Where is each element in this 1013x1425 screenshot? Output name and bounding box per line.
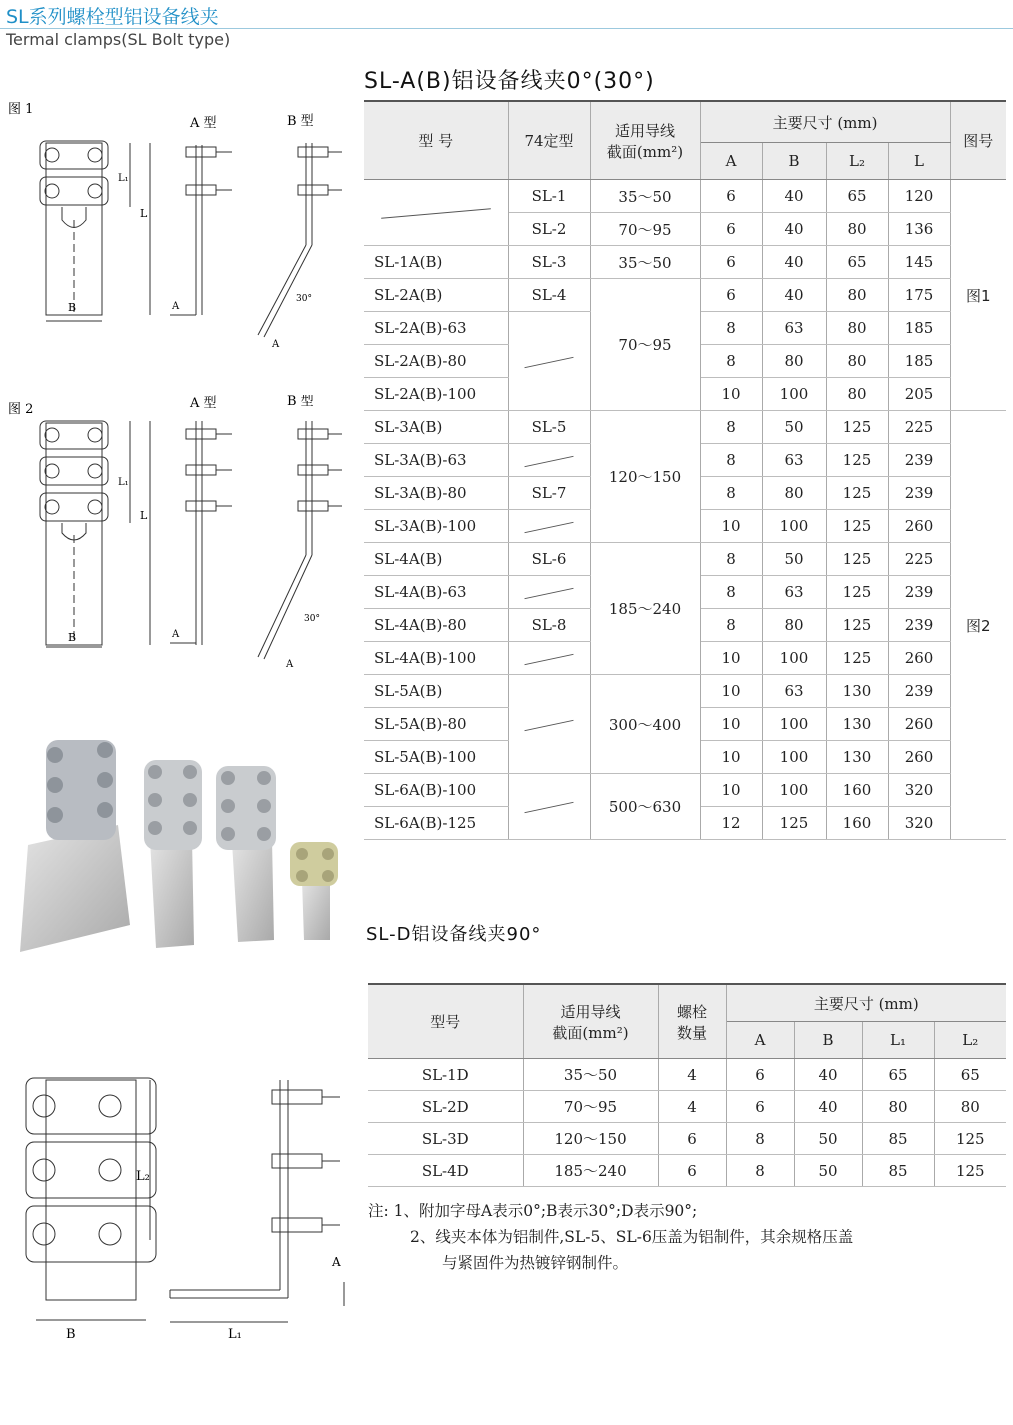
cell-l1: 80 <box>862 1091 934 1123</box>
th-section-line1: 适用导线 <box>560 1002 621 1021</box>
cell-b: 40 <box>794 1059 862 1091</box>
fig2-type-b-label: B 型 <box>287 395 314 409</box>
cell-l2: 130 <box>826 708 888 741</box>
clamp-medium-1 <box>144 760 202 948</box>
cell-model: SL-5A(B)-80 <box>364 708 508 741</box>
cell-l: 260 <box>888 708 950 741</box>
th-a: A <box>700 143 762 180</box>
cell-b: 125 <box>762 807 826 840</box>
cell-a: 8 <box>726 1155 794 1187</box>
cell-l: 225 <box>888 411 950 444</box>
d-dim-l2: L₂ <box>136 1169 150 1184</box>
fig1-type-a-label: A 型 <box>190 116 217 131</box>
page-subtitle: Termal clamps(SL Bolt type) <box>6 30 231 49</box>
cell-l2: 80 <box>934 1091 1006 1123</box>
cell-section: 185～240 <box>590 543 700 675</box>
th-b: B <box>762 143 826 180</box>
fig2-dim-a-b: A <box>286 659 294 670</box>
cell-a: 8 <box>700 312 762 345</box>
cell-l: 260 <box>888 741 950 774</box>
fig2-label: 图 2 <box>8 402 34 417</box>
notes-block <box>368 1198 853 1276</box>
cell-b: 40 <box>762 279 826 312</box>
d-dim-b: B <box>66 1327 76 1342</box>
cell-section: 35～50 <box>590 180 700 213</box>
no-value-slash <box>524 587 573 598</box>
cell-l: 260 <box>888 510 950 543</box>
th-fig: 图号 <box>950 101 1006 180</box>
cell-std: SL-8 <box>508 609 590 642</box>
std-empty-cell <box>508 675 590 774</box>
cell-l: 239 <box>888 675 950 708</box>
cell-l1: 85 <box>862 1155 934 1187</box>
table-row <box>364 774 1006 807</box>
cell-l2: 80 <box>826 213 888 246</box>
fig1-label: 图 1 <box>8 102 34 117</box>
cell-section: 120～150 <box>590 411 700 543</box>
fig2-dim-a: A <box>172 629 180 640</box>
fig2-front-view <box>40 421 150 647</box>
cell-l2: 125 <box>826 609 888 642</box>
cell-model: SL-4A(B)-80 <box>364 609 508 642</box>
th-dims: 主要尺寸 (mm) <box>700 101 950 143</box>
cell-b: 100 <box>762 708 826 741</box>
cell-section: 500～630 <box>590 774 700 840</box>
no-value-slash <box>524 521 573 532</box>
cell-std: SL-7 <box>508 477 590 510</box>
cell-l2: 125 <box>826 510 888 543</box>
note-2a: 2、线夹本体为铝制件,SL-5、SL-6压盖为铝制件，其余规格压盖 <box>410 1228 854 1246</box>
fig1-front-view <box>40 141 150 321</box>
th-section-line1: 适用导线 <box>614 121 675 140</box>
cell-a: 6 <box>726 1091 794 1123</box>
model-empty-cell <box>364 180 508 246</box>
fig1-type-b-label: B 型 <box>287 114 314 129</box>
cell-l: 136 <box>888 213 950 246</box>
cell-bolts: 6 <box>658 1155 726 1187</box>
cell-section: 185～240 <box>523 1155 658 1187</box>
cell-l2: 80 <box>826 345 888 378</box>
table-sl-ab <box>364 100 1006 840</box>
cell-a: 8 <box>726 1123 794 1155</box>
cell-b: 40 <box>762 180 826 213</box>
table-row <box>368 1091 1006 1123</box>
figure-d-drawing <box>10 1060 360 1360</box>
std-empty-cell <box>508 642 590 675</box>
cell-l: 260 <box>888 642 950 675</box>
no-value-slash <box>524 356 573 367</box>
cell-b: 100 <box>762 510 826 543</box>
cell-std: SL-3 <box>508 246 590 279</box>
cell-l: 145 <box>888 246 950 279</box>
cell-l2: 65 <box>934 1059 1006 1091</box>
fig2-type-a-label: A 型 <box>190 396 217 411</box>
th-a: A <box>726 1022 794 1059</box>
table-sl-d <box>368 983 1006 1187</box>
d-front-view <box>26 1078 156 1320</box>
fig1-dim-a: A <box>172 301 180 312</box>
cell-section: 35～50 <box>590 246 700 279</box>
cell-l2: 80 <box>826 279 888 312</box>
cell-model: SL-5A(B)-100 <box>364 741 508 774</box>
fig2-angle: 30° <box>304 614 320 624</box>
page-title: SL系列螺栓型铝设备线夹 <box>6 6 219 28</box>
cell-model: SL-3A(B) <box>364 411 508 444</box>
cell-b: 63 <box>762 675 826 708</box>
cell-a: 6 <box>726 1059 794 1091</box>
d-dim-a: A <box>332 1255 341 1269</box>
cell-b: 80 <box>762 345 826 378</box>
cell-l1: 65 <box>862 1059 934 1091</box>
fig1-angle: 30° <box>296 294 312 304</box>
table-row <box>364 675 1006 708</box>
cell-l2: 160 <box>826 774 888 807</box>
cell-l2: 125 <box>826 411 888 444</box>
th-74std: 74定型 <box>508 101 590 180</box>
cell-l: 185 <box>888 312 950 345</box>
no-value-slash <box>524 719 573 730</box>
cell-l2: 65 <box>826 180 888 213</box>
d-dim-l1: L₁ <box>228 1327 242 1342</box>
fig2-dim-l1: L₁ <box>118 477 129 488</box>
cell-b: 50 <box>794 1155 862 1187</box>
cell-section: 70～95 <box>523 1091 658 1123</box>
cell-a: 6 <box>700 246 762 279</box>
cell-l2: 130 <box>826 675 888 708</box>
cell-model: SL-4D <box>368 1155 523 1187</box>
th-model: 型 号 <box>364 101 508 180</box>
fig1-dim-a-b: A <box>272 339 280 350</box>
cell-model: SL-6A(B)-125 <box>364 807 508 840</box>
cell-a: 10 <box>700 510 762 543</box>
fig1-type-b-view <box>258 143 342 337</box>
fig1-type-a-view <box>170 145 232 315</box>
std-empty-cell <box>508 576 590 609</box>
cell-b: 50 <box>794 1123 862 1155</box>
std-empty-cell <box>508 510 590 543</box>
clamp-medium-2 <box>216 766 276 942</box>
table-row <box>364 279 1006 312</box>
cell-b: 80 <box>762 609 826 642</box>
cell-a: 8 <box>700 543 762 576</box>
cell-l2: 125 <box>826 576 888 609</box>
table-row <box>364 543 1006 576</box>
section1-title: SL-A(B)铝设备线夹0°(30°) <box>364 69 655 94</box>
cell-l2: 125 <box>826 444 888 477</box>
cell-l: 239 <box>888 444 950 477</box>
cell-a: 12 <box>700 807 762 840</box>
cell-l: 175 <box>888 279 950 312</box>
std-empty-cell <box>508 312 590 411</box>
th-bolts <box>658 984 726 1059</box>
th-b: B <box>794 1022 862 1059</box>
cell-a: 6 <box>700 213 762 246</box>
cell-b: 40 <box>762 213 826 246</box>
cell-l: 239 <box>888 609 950 642</box>
cell-model: SL-4A(B)-63 <box>364 576 508 609</box>
d-side-view <box>170 1080 344 1322</box>
section2-title: SL-D铝设备线夹90° <box>366 924 542 945</box>
th-bolts-line2: 数量 <box>676 1023 707 1042</box>
no-value-slash <box>381 208 491 219</box>
cell-std: SL-6 <box>508 543 590 576</box>
fig1-dim-l1: L₁ <box>118 173 129 184</box>
cell-a: 10 <box>700 378 762 411</box>
cell-a: 10 <box>700 741 762 774</box>
note-line-1 <box>368 1198 853 1224</box>
th-l1: L₁ <box>862 1022 934 1059</box>
no-value-slash <box>524 455 573 466</box>
th-dims: 主要尺寸 (mm) <box>726 984 1006 1022</box>
fig2-type-a-view <box>170 421 232 645</box>
cell-l1: 85 <box>862 1123 934 1155</box>
cell-l2: 80 <box>826 378 888 411</box>
th-l: L <box>888 143 950 180</box>
th-section-line2: 截面(mm²) <box>552 1023 629 1042</box>
table-row <box>368 1059 1006 1091</box>
th-section <box>590 101 700 180</box>
cell-a: 8 <box>700 477 762 510</box>
clamp-small <box>290 842 338 940</box>
cell-model: SL-3A(B)-100 <box>364 510 508 543</box>
cell-b: 100 <box>762 774 826 807</box>
product-photo <box>10 730 360 960</box>
cell-b: 100 <box>762 642 826 675</box>
cell-model: SL-1D <box>368 1059 523 1091</box>
table-row <box>368 1155 1006 1187</box>
cell-l2: 125 <box>826 543 888 576</box>
fig2-type-b-view <box>258 421 342 659</box>
cell-model: SL-3A(B)-80 <box>364 477 508 510</box>
cell-l: 320 <box>888 774 950 807</box>
cell-a: 8 <box>700 609 762 642</box>
cell-model: SL-2D <box>368 1091 523 1123</box>
cell-a: 10 <box>700 675 762 708</box>
cell-model: SL-1A(B) <box>364 246 508 279</box>
cell-std: SL-5 <box>508 411 590 444</box>
cell-a: 8 <box>700 576 762 609</box>
cell-section: 70～95 <box>590 279 700 411</box>
cell-model: SL-5A(B) <box>364 675 508 708</box>
figure-1-drawing <box>0 95 360 360</box>
cell-b: 40 <box>762 246 826 279</box>
cell-model: SL-2A(B)-100 <box>364 378 508 411</box>
cell-l2: 125 <box>934 1123 1006 1155</box>
cell-a: 10 <box>700 642 762 675</box>
std-empty-cell <box>508 444 590 477</box>
notes-prefix: 注: <box>368 1202 389 1220</box>
no-value-slash <box>524 653 573 664</box>
std-empty-cell <box>508 774 590 840</box>
cell-l: 225 <box>888 543 950 576</box>
cell-a: 6 <box>700 279 762 312</box>
cell-b: 100 <box>762 741 826 774</box>
fig1-dim-b: B <box>68 301 77 314</box>
cell-bolts: 4 <box>658 1059 726 1091</box>
cell-model: SL-4A(B)-100 <box>364 642 508 675</box>
cell-model: SL-2A(B) <box>364 279 508 312</box>
cell-model: SL-3A(B)-63 <box>364 444 508 477</box>
cell-l: 320 <box>888 807 950 840</box>
cell-section: 35～50 <box>523 1059 658 1091</box>
cell-model: SL-6A(B)-100 <box>364 774 508 807</box>
cell-std: SL-4 <box>508 279 590 312</box>
clamp-large <box>20 740 130 952</box>
cell-l: 185 <box>888 345 950 378</box>
cell-b: 40 <box>794 1091 862 1123</box>
cell-section: 70～95 <box>590 213 700 246</box>
cell-b: 63 <box>762 444 826 477</box>
cell-model: SL-2A(B)-80 <box>364 345 508 378</box>
th-model: 型号 <box>368 984 523 1059</box>
cell-l: 239 <box>888 576 950 609</box>
cell-l2: 125 <box>826 477 888 510</box>
cell-b: 63 <box>762 312 826 345</box>
header-divider <box>0 28 1013 29</box>
cell-b: 63 <box>762 576 826 609</box>
cell-b: 80 <box>762 477 826 510</box>
fig-ref-1: 图1 <box>950 180 1006 411</box>
cell-a: 10 <box>700 774 762 807</box>
table-row <box>364 246 1006 279</box>
fig2-dim-b: B <box>68 631 77 644</box>
cell-a: 8 <box>700 444 762 477</box>
cell-l: 239 <box>888 477 950 510</box>
cell-b: 50 <box>762 543 826 576</box>
cell-l2: 125 <box>934 1155 1006 1187</box>
table-row <box>364 411 1006 444</box>
cell-bolts: 4 <box>658 1091 726 1123</box>
th-l2: L₂ <box>934 1022 1006 1059</box>
cell-model: SL-2A(B)-63 <box>364 312 508 345</box>
th-bolts-line1: 螺栓 <box>676 1002 707 1021</box>
cell-std: SL-2 <box>508 213 590 246</box>
fig-ref-2: 图2 <box>950 411 1006 840</box>
fig1-dim-l: L <box>140 207 148 220</box>
cell-b: 100 <box>762 378 826 411</box>
th-section-line2: 截面(mm²) <box>606 142 684 161</box>
table-row <box>368 1123 1006 1155</box>
table-row <box>364 180 1006 213</box>
cell-l2: 80 <box>826 312 888 345</box>
cell-b: 50 <box>762 411 826 444</box>
cell-l: 120 <box>888 180 950 213</box>
cell-l2: 160 <box>826 807 888 840</box>
cell-a: 6 <box>700 180 762 213</box>
cell-section: 300～400 <box>590 675 700 774</box>
figure-2-drawing <box>0 395 360 685</box>
cell-l2: 130 <box>826 741 888 774</box>
note-2b: 与紧固件为热镀锌钢制件。 <box>442 1254 629 1272</box>
cell-std: SL-1 <box>508 180 590 213</box>
cell-l2: 125 <box>826 642 888 675</box>
cell-model: SL-4A(B) <box>364 543 508 576</box>
note-1: 1、附加字母A表示0°;B表示30°;D表示90°; <box>393 1202 698 1220</box>
cell-a: 10 <box>700 708 762 741</box>
th-l2: L₂ <box>826 143 888 180</box>
cell-model: SL-3D <box>368 1123 523 1155</box>
fig2-dim-l: L <box>140 509 148 522</box>
cell-a: 8 <box>700 411 762 444</box>
cell-l2: 65 <box>826 246 888 279</box>
cell-section: 120～150 <box>523 1123 658 1155</box>
cell-l: 205 <box>888 378 950 411</box>
cell-a: 8 <box>700 345 762 378</box>
cell-bolts: 6 <box>658 1123 726 1155</box>
no-value-slash <box>524 802 573 813</box>
th-section <box>523 984 658 1059</box>
